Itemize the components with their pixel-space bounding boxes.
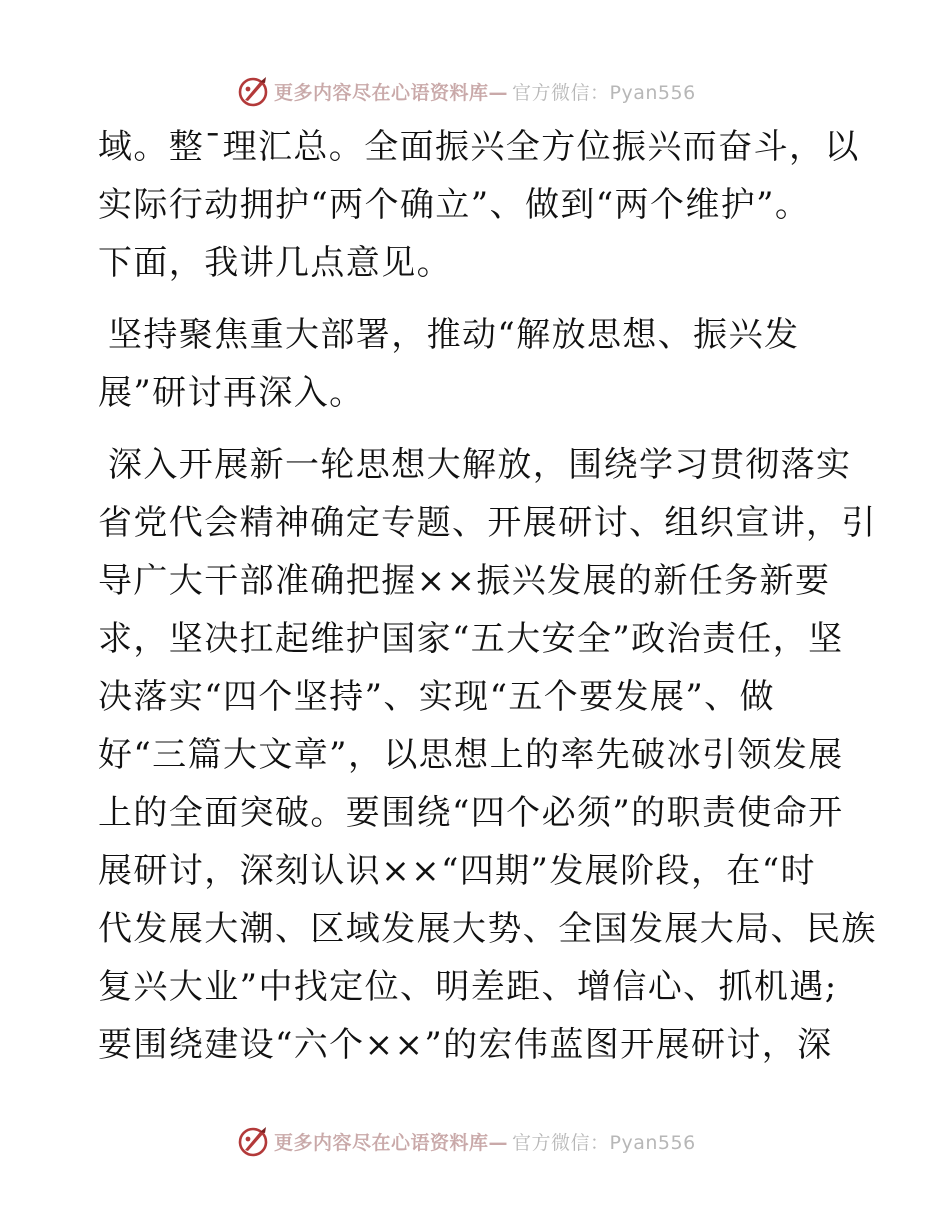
quill-pen-circle-icon [236,74,270,108]
text-line: 复兴大业”中找定位、明差距、增信心、抓机遇; [98,967,838,1007]
quill-pen-circle-icon [236,1124,270,1158]
document-body [98,118,877,1074]
paragraph-1 [98,118,858,292]
text-line: 好“三篇大文章”，以思想上的率先破冰引领发展 [98,735,844,775]
watermark-wechat: 官方微信：Pyan556 [512,81,696,104]
watermark-wechat: 官方微信：Pyan556 [512,1131,696,1154]
text-line: 深入开展新一轮思想大解放，围绕学习贯彻落实 [108,445,852,485]
paragraph-2-heading [98,306,858,422]
text-line: 要围绕建设“六个××”的宏伟蓝图开展研讨，深 [98,1025,833,1065]
watermark-text: 更多内容尽在心语资料库— [274,81,509,104]
text-line: 实际行动拥护“两个确立”、做到“两个维护”。 [98,185,811,225]
text-line: 展”研讨再深入。 [98,373,365,413]
text-line: 导广大干部准确把握××振兴发展的新任务新要 [98,561,831,601]
footer-watermark [236,1124,696,1158]
watermark-text: 更多内容尽在心语资料库— [274,1131,509,1154]
text-line: 域。整¯理汇总。全面振兴全方位振兴而奋斗，以 [98,127,860,167]
text-line: 下面，我讲几点意见。 [98,243,452,283]
text-line: 坚持聚焦重大部署，推动“解放思想、振兴发 [108,315,800,355]
text-line: 上的全面突破。要围绕“四个必须”的职责使命开 [98,793,844,833]
text-line: 代发展大潮、区域发展大势、全国发展大局、民族 [98,909,877,949]
text-line: 决落实“四个坚持”、实现“五个要发展”、做 [98,677,775,717]
text-line: 求，坚决扛起维护国家“五大安全”政治责任，坚 [98,619,844,659]
paragraph-3 [98,436,877,1074]
text-line: 展研讨，深刻认识××“四期”发展阶段，在“时 [98,851,816,891]
header-watermark [236,74,696,108]
text-line: 省党代会精神确定专题、开展研讨、组织宣讲，引 [98,503,877,543]
